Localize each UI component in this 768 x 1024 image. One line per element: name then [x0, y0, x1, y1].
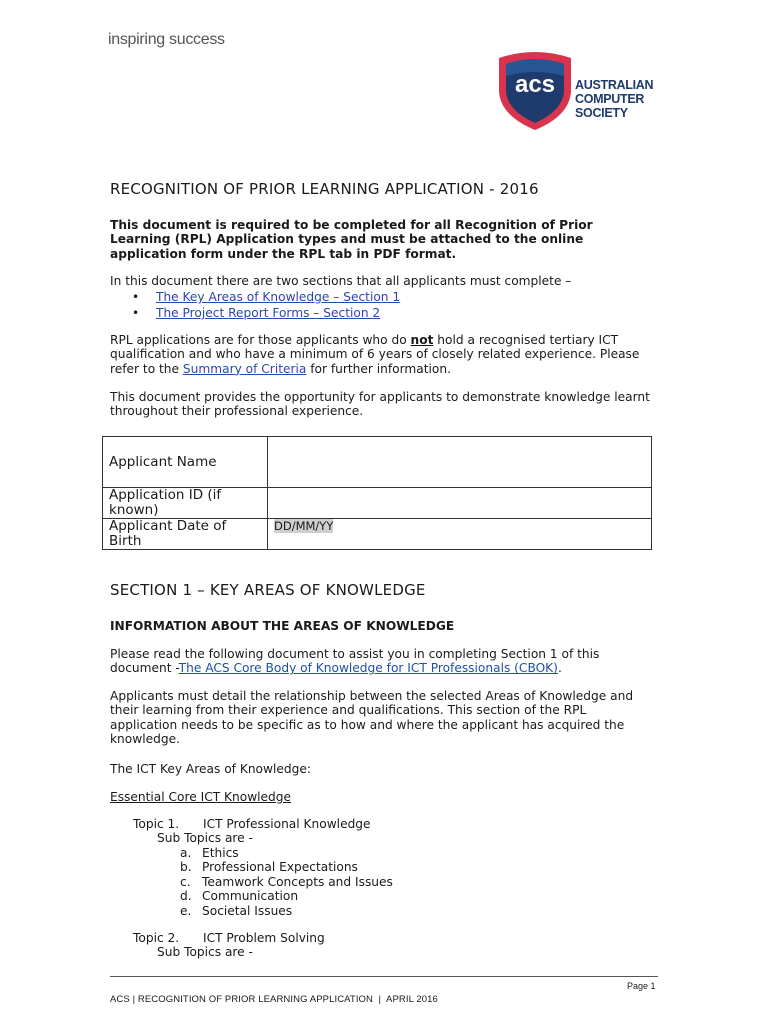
- subtopic-text: Professional Expectations: [202, 860, 358, 875]
- tagline: inspiring success: [108, 31, 225, 48]
- sections-intro: In this document there are two sections that all applicants must complete –: [110, 274, 572, 288]
- list-item: [180, 904, 393, 918]
- subtopic-text: Ethics: [202, 846, 239, 860]
- logo-mark: acs: [514, 71, 556, 98]
- section-1-subheading: INFORMATION ABOUT THE AREAS OF KNOWLEDGE: [110, 619, 455, 633]
- document-title: RECOGNITION OF PRIOR LEARNING APPLICATION - 2016: [110, 180, 539, 198]
- purpose-paragraph: This document provides the opportunity for applicants to demonstrate knowledge learnt throughout their professional experience.: [110, 390, 650, 419]
- intro-paragraph: This document is required to be completed for all Recognition of Prior Learning (RPL) Application types and must be attached to the online application form under the RPL tab in PDF format.: [110, 218, 593, 261]
- list-item: [110, 305, 400, 321]
- date-of-birth-field[interactable]: [268, 519, 652, 550]
- project-report-link[interactable]: The Project Report Forms – Section 2: [156, 306, 381, 320]
- footer-text: ACS | RECOGNITION OF PRIOR LEARNING APPLICATION | APRIL 2016: [110, 994, 438, 1005]
- section-links-list: [110, 289, 400, 321]
- application-id-field[interactable]: [268, 488, 652, 519]
- list-item: [180, 860, 393, 874]
- application-id-label: Application ID (if known): [103, 488, 268, 519]
- rpl-text-1: RPL applications are for those applicants who do: [110, 333, 411, 347]
- topic-1-label: Topic 1.: [133, 817, 180, 831]
- org-line-3: SOCIETY: [575, 106, 628, 120]
- key-areas-label: The ICT Key Areas of Knowledge:: [110, 762, 311, 776]
- topic-2-label: Topic 2.: [133, 931, 180, 945]
- subtopic-text: Societal Issues: [202, 903, 293, 918]
- org-name: [575, 78, 653, 120]
- rpl-text-2: hold a recognised tertiary ICT qualification and who have a minimum of 6 years of closely related experience. Please refer to the: [110, 333, 640, 376]
- topic-2-name: ICT Problem Solving: [203, 931, 325, 945]
- subtopic-text: Teamwork Concepts and Issues: [202, 874, 393, 889]
- table-row: [103, 437, 652, 488]
- acs-shield-logo-icon: [497, 50, 573, 132]
- topic-2: [133, 931, 325, 945]
- rpl-paragraph: [110, 333, 655, 376]
- applicant-name-label: Applicant Name: [103, 437, 268, 488]
- subtopic-marker: a.: [180, 846, 192, 860]
- topic-1-subtopics: [180, 846, 393, 918]
- essential-core-heading: Essential Core ICT Knowledge: [110, 790, 292, 804]
- rpl-emphasis: not: [410, 333, 434, 347]
- subtopic-marker: c.: [180, 874, 191, 889]
- org-line-2: COMPUTER: [575, 92, 645, 106]
- topic-2-sub-label: Sub Topics are -: [157, 945, 253, 959]
- topic-1-sub-label: Sub Topics are -: [157, 831, 253, 845]
- list-item: [180, 889, 393, 903]
- read-text: Please read the following document to assist you in completing Section 1 of this document -: [110, 647, 600, 676]
- detail-paragraph: Applicants must detail the relationship between the selected Areas of Knowledge and their learning from their experience and qualifications. This section of the RPL application needs to be specific as to how and where the applicant has acquired the knowledge.: [110, 689, 634, 747]
- read-end: .: [557, 661, 562, 676]
- page-number: Page 1: [627, 981, 656, 991]
- applicant-details-table: [102, 436, 652, 550]
- subtopic-marker: b.: [180, 860, 192, 875]
- table-row: [103, 488, 652, 519]
- key-areas-link[interactable]: The Key Areas of Knowledge – Section 1: [156, 290, 401, 304]
- footer-divider: [110, 976, 658, 977]
- topic-1-name: ICT Professional Knowledge: [203, 817, 371, 831]
- topic-1: [133, 817, 371, 831]
- date-of-birth-label: Applicant Date of Birth: [103, 519, 268, 550]
- summary-criteria-link[interactable]: Summary of Criteria: [182, 361, 307, 376]
- list-item: [180, 846, 393, 860]
- subtopic-text: Communication: [202, 889, 299, 904]
- read-paragraph: [110, 647, 655, 676]
- table-row: [103, 519, 652, 550]
- cbok-link[interactable]: The ACS Core Body of Knowledge for ICT Professionals (CBOK): [178, 661, 558, 676]
- date-placeholder: DD/MM/YY: [274, 519, 334, 533]
- list-item: [110, 289, 400, 305]
- org-line-1: AUSTRALIAN: [575, 78, 654, 92]
- rpl-text-3: for further information.: [306, 361, 451, 376]
- applicant-name-field[interactable]: [268, 437, 652, 488]
- subtopic-marker: e.: [180, 903, 192, 918]
- subtopic-marker: d.: [180, 889, 192, 904]
- section-1-title: SECTION 1 – KEY AREAS OF KNOWLEDGE: [110, 581, 426, 599]
- list-item: [180, 875, 393, 889]
